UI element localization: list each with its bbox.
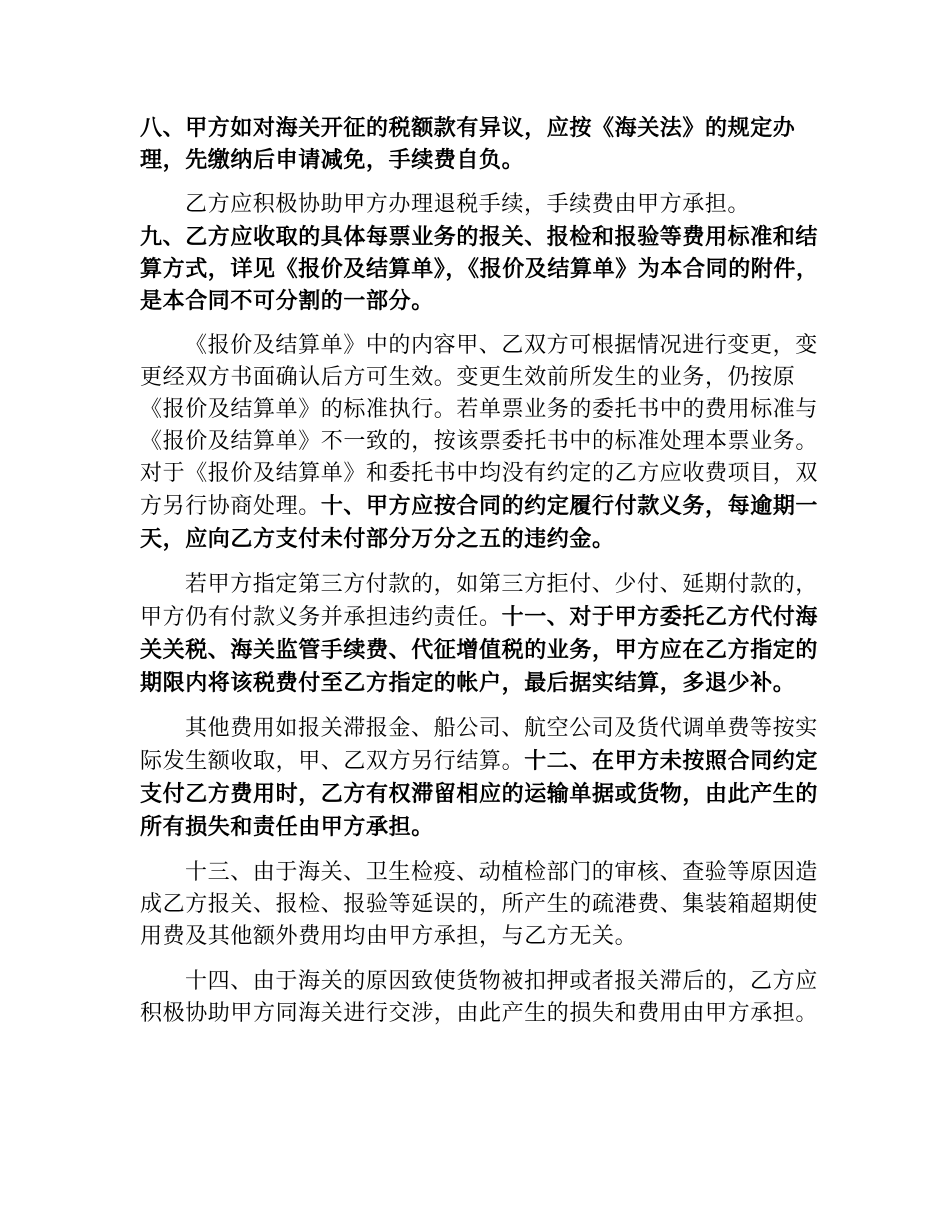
- clause-9: 九、乙方应收取的具体每票业务的报关、报检和报验等费用标准和结算方式，详见《报价及结算单》，《报价及结算单》为本合同的附件，是本合同不可分割的一部分。: [140, 224, 819, 314]
- clause-10: 十、甲方应按合同的约定履行付款义务，每逾期一天，应向乙方支付未付部分万分之五的违约金。: [140, 493, 819, 552]
- clause-9-detail: 《报价及结算单》中的内容甲、乙双方可根据情况进行变更，变更经双方书面确认后方可生效。变更生效前所发生的业务，仍按原《报价及结算单》的标准执行。若单票业务的委托书中的费用标准与《报价及结算单》不一致的，按该票委托书中的标准处理本票业务。对于《报价及结算单》和委托书中均没有约定的乙方应收费项目，双方另行协商处理。: [140, 333, 819, 519]
- clause-11-paragraph-other-fees: [140, 713, 826, 844]
- clause-9-paragraph-changes: [140, 330, 826, 556]
- clause-10-detail: 若甲方指定第三方付款的，如第三方拒付、少付、延期付款的，甲方仍有付款义务并承担违约责任。: [140, 572, 818, 630]
- clause-13: 十三、由于海关、卫生检疫、动植检部门的审核、查验等原因造成乙方报关、报检、报验等延误的，所产生的疏港费、集装箱超期使用费及其他额外费用均由甲方承担，与乙方无关。: [140, 860, 819, 949]
- clause-12: 十二、在甲方未按照合同约定支付乙方费用时，乙方有权滞留相应的运输单据或货物，由此产生的所有损失和责任由甲方承担。: [140, 748, 819, 840]
- clause-11: 十一、对于甲方委托乙方代付海关关税、海关监管手续费、代征增值税的业务，甲方应在乙方指定的期限内将该税费付至乙方指定的帐户，最后据实结算，多退少补。: [140, 604, 819, 696]
- clause-14: 十四、由于海关的原因致使货物被扣押或者报关滞后的，乙方应积极协助甲方同海关进行交涉，由此产生的损失和费用由甲方承担。: [140, 969, 819, 1026]
- clause-11-detail: 其他费用如报关滞报金、船公司、航空公司及货代调单费等按实际发生额收取，甲、乙双方另行结算。: [140, 716, 818, 774]
- clause-10-paragraph-third-party: [140, 569, 826, 700]
- clause-8: 八、甲方如对海关开征的税额款有异议，应按《海关法》的规定办理，先缴纳后申请减免，手续费自负。: [140, 115, 796, 173]
- document-page: [140, 112, 826, 1030]
- clause-8-paragraph-refund: 乙方应积极协助甲方办理退税手续，手续费由甲方承担。: [185, 192, 751, 217]
